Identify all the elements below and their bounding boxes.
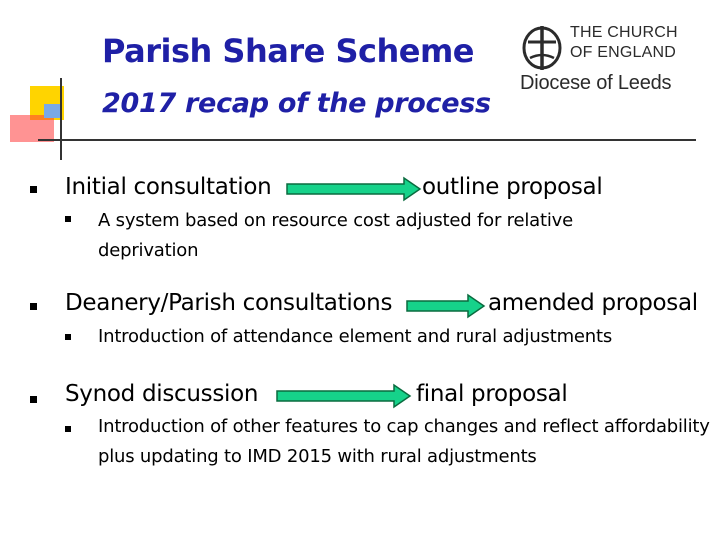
result-label: amended proposal: [488, 290, 698, 316]
stage-detail: A system based on resource cost adjusted for relative deprivation: [98, 210, 573, 261]
church-of-england-logo: [520, 22, 692, 96]
stage-label: Initial consultation: [65, 174, 272, 200]
logo-text-line-1: THE CHURCH: [570, 24, 678, 41]
stage-detail: Introduction of attendance element and rural adjustments: [98, 326, 613, 347]
bullet-square-icon: [30, 303, 37, 310]
logo-text-line-2: OF ENGLAND: [570, 44, 677, 61]
decorative-red-rectangle: [10, 115, 54, 142]
right-arrow-icon: [286, 176, 422, 202]
sub-bullet-square-icon: [65, 334, 71, 340]
right-arrow-icon: [406, 293, 486, 319]
stage-detail: Introduction of other features to cap changes and reflect affordability plus updating to IMD 2015 with rural adjustments: [98, 416, 710, 467]
sub-bullet-square-icon: [65, 426, 71, 432]
stage-label: Synod discussion: [65, 381, 259, 407]
slide-title: Parish Share Scheme: [102, 32, 474, 70]
result-label: final proposal: [416, 381, 568, 407]
decorative-blue-square: [44, 104, 60, 118]
church-emblem-icon: [520, 24, 566, 72]
right-arrow-icon: [276, 383, 412, 409]
bullet-square-icon: [30, 396, 37, 403]
stage-label: Deanery/Parish consultations: [65, 290, 393, 316]
logo-diocese-name: Diocese of Leeds: [520, 72, 672, 94]
bullet-square-icon: [30, 186, 37, 193]
sub-bullet-square-icon: [65, 216, 71, 222]
slide-subtitle: 2017 recap of the process: [102, 88, 491, 119]
title-underline-rule: [38, 139, 696, 141]
result-label: outline proposal: [422, 174, 603, 200]
decorative-vertical-rule: [60, 78, 62, 160]
